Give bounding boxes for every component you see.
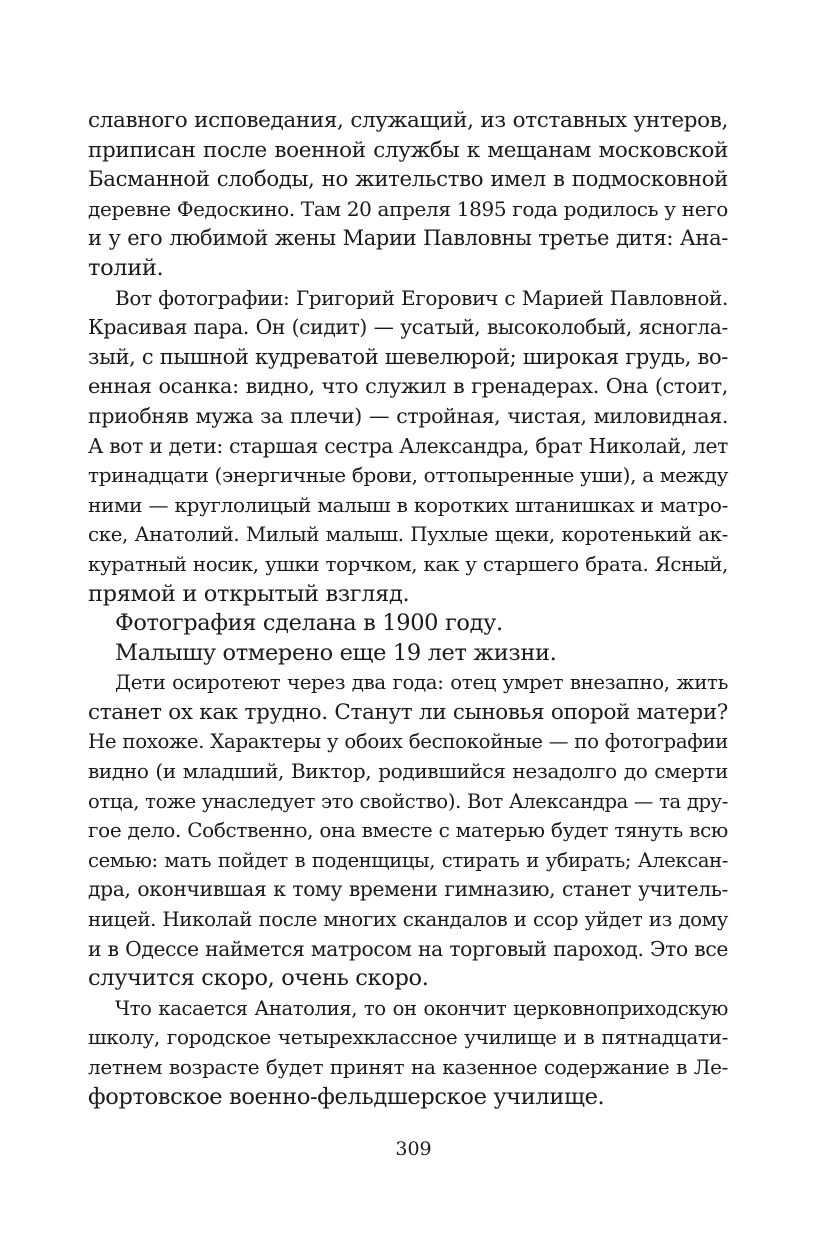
text-line: куратный носик, ушки торчком, как у старшего брата. Ясный,	[88, 552, 728, 576]
text-line: толий.	[88, 254, 164, 281]
text-line: Дети осиротеют через два года: отец умрет внезапно, жить	[115, 671, 728, 695]
text-line: и у его любимой жены Марии Павловны третье дитя: Ана-	[88, 226, 728, 251]
text-line: и в Одессе наймется матросом на торговый пароход. Это все	[88, 936, 728, 961]
text-line: Красивая пара. Он (сидит) — усатый, высоколобый, ясногла-	[88, 315, 728, 340]
page-body	[88, 106, 728, 1112]
text-line: Басманной слободы, но жительство имел в подмосковной	[88, 167, 728, 193]
text-line: видно (и младший, Виктор, родившийся незадолго до смерти	[88, 759, 728, 784]
text-line: летнем возрасте будет принят на казенное содержание в Ле-	[88, 1055, 728, 1079]
text-line: зый, с пышной кудреватой шевелюрой; широкая грудь, во-	[88, 344, 728, 369]
paragraph-1	[88, 106, 728, 284]
text-line: Фотография сделана в 1900 году.	[115, 610, 503, 637]
text-line: А вот и дети: старшая сестра Александра, брат Николай, лет	[88, 433, 728, 458]
text-line: приписан после военной службы к мещанам московской	[88, 137, 728, 163]
text-line: станет ох как трудно. Станут ли сыновья опорой матери?	[88, 699, 728, 725]
text-line: Малышу отмерено еще 19 лет жизни.	[115, 639, 557, 666]
text-line: ними — круглолицый малыш в коротких штанишках и матро-	[88, 492, 728, 517]
text-line: Вот фотографии: Григорий Егорович с Марией Павловной.	[115, 285, 728, 310]
text-line: Что касается Анатолия, то он окончит церковноприходскую	[115, 996, 728, 1020]
text-line: Не похоже. Характеры у обоих беспокойные — по фотографии	[88, 730, 728, 754]
text-line: дра, окончившая к тому времени гимназию, станет учитель-	[88, 877, 728, 902]
text-line: тринадцати (энергичные брови, оттопыренные уши), а между	[88, 463, 728, 488]
paragraph-6	[88, 994, 728, 1112]
paragraph-2	[88, 284, 728, 610]
text-line: приобняв мужа за плечи) — стройная, чистая, миловидная.	[88, 403, 728, 428]
text-line: случится скоро, очень скоро.	[88, 965, 429, 992]
text-line: славного исповедания, служащий, из отставных унтеров,	[88, 108, 728, 133]
paragraph-3	[88, 609, 728, 639]
text-line: ницей. Николай после многих скандалов и ссор уйдет из дому	[88, 908, 728, 932]
page-number: 309	[395, 1138, 432, 1160]
text-line: ске, Анатолий. Милый малыш. Пухлые щеки, коротенький ак-	[88, 523, 728, 547]
text-line: гое дело. Собственно, она вместе с матерью будет тянуть всю	[88, 818, 728, 843]
text-line: школу, городское четырехклассное училище и в пятнадцати-	[88, 1025, 728, 1050]
paragraph-4	[88, 639, 728, 669]
text-line: деревне Федоскино. Там 20 апреля 1895 года родилось у него	[88, 196, 728, 221]
text-line: фортовское военно-фельдшерское училище.	[88, 1083, 605, 1110]
text-line: прямой и открытый взгляд.	[88, 580, 410, 607]
text-line: енная осанка: видно, что служил в гренадерах. Она (стоит,	[88, 374, 728, 399]
paragraph-5	[88, 668, 728, 994]
text-line: семью: мать пойдет в поденщицы, стирать и убирать; Алексан-	[88, 848, 728, 872]
text-line: отца, тоже унаследует это свойство). Вот Александра — та дру-	[88, 789, 728, 813]
